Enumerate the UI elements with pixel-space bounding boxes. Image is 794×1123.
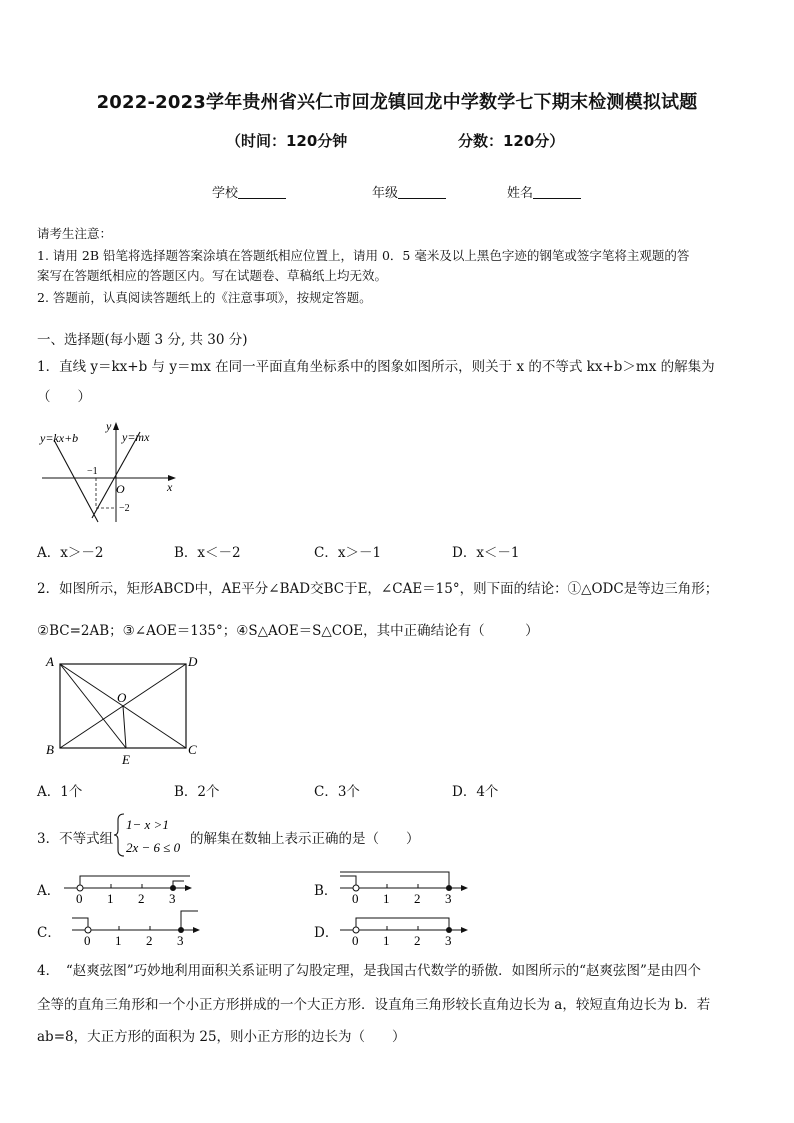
grade-field[interactable] [372, 182, 446, 201]
tick-0: 0 [76, 891, 83, 906]
label-e: E [122, 752, 130, 767]
school-field[interactable] [212, 182, 286, 201]
tick-1: 1 [107, 891, 114, 906]
q1-figure [36, 418, 186, 524]
q3-label-d[interactable]: D． [314, 925, 339, 941]
q1-option-c[interactable]: C．x＞－1 [314, 545, 382, 561]
q1-option-b[interactable]: B．x＜－2 [174, 545, 241, 561]
tick-1: 1 [115, 933, 122, 946]
q3-numberline-d[interactable] [338, 908, 470, 946]
q2-option-a[interactable]: A．1个 [37, 784, 83, 800]
q2-figure [40, 654, 210, 768]
q1-stem: 1．直线 y＝kx+b 与 y＝mx 在同一平面直角坐标系中的图象如图所示，则关于 x 的不等式 kx+b＞mx 的解集为 [37, 359, 715, 375]
tick-3: 3 [169, 891, 176, 906]
q3-suffix: 的解集在数轴上表示正确的是（ ） [190, 831, 420, 847]
q3-brace [114, 812, 192, 858]
label-minus-two: −2 [119, 503, 130, 514]
q1-option-a[interactable]: A．x＞－2 [37, 545, 104, 561]
tick-2: 2 [414, 891, 421, 906]
label-origin: O [116, 482, 125, 496]
q3-ineq-1: 1− x >1 [126, 817, 169, 832]
q2-option-c[interactable]: C．3个 [314, 784, 360, 800]
label-y-kxb: y=kx+b [40, 431, 79, 445]
exam-score: 分数：120分） [458, 132, 565, 150]
q2-option-d[interactable]: D．4个 [452, 784, 499, 800]
notice-item-1: 1. 请用 2B 铅笔将选择题答案涂填在答题纸相应位置上，请用 0．5 毫米及以上黑色字迹的钢笔或签字笔将主观题的答 [37, 248, 690, 263]
q2-stem-2: ②BC=2AB；③∠AOE＝135°；④S△AOE＝S△COE，其中正确结论有（ ） [37, 623, 539, 639]
exam-time: （时间：120分钟 [226, 132, 348, 150]
q3-label-a[interactable]: A． [37, 883, 61, 899]
q1-paren: （ ） [37, 389, 91, 405]
section-heading: 一、选择题(每小题 3 分, 共 30 分) [37, 332, 248, 348]
name-label: 姓名 [507, 186, 534, 201]
notice-item-2: 2. 答题前，认真阅读答题纸上的《注意事项》，按规定答题。 [37, 290, 372, 305]
label-d: D [188, 654, 198, 669]
tick-3: 3 [445, 891, 452, 906]
q1-option-d[interactable]: D．x＜－1 [452, 545, 520, 561]
label-o: O [117, 690, 127, 705]
school-label: 学校 [212, 186, 239, 201]
tick-3: 3 [177, 933, 184, 946]
label-a: A [46, 654, 54, 669]
q3-numberline-b[interactable] [338, 868, 470, 906]
tick-0: 0 [352, 933, 359, 946]
tick-3: 3 [445, 933, 452, 946]
tick-1: 1 [383, 933, 390, 946]
label-minus-one: −1 [87, 466, 98, 477]
name-field[interactable] [507, 182, 581, 201]
q4-line-2: 全等的直角三角形和一个小正方形拼成的一个大正方形．设直角三角形较长直角边长为 a，较短直角边长为 b．若 [37, 997, 711, 1013]
grade-label: 年级 [372, 186, 399, 201]
q3-label-c[interactable]: C． [37, 925, 61, 941]
label-c: C [188, 742, 197, 757]
label-x-axis: x [167, 480, 173, 494]
tick-2: 2 [146, 933, 153, 946]
label-b: B [46, 742, 54, 757]
q3-prefix: 3．不等式组 [37, 831, 114, 847]
q2-stem-1: 2．如图所示，矩形ABCD中，AE平分∠BAD交BC于E，∠CAE＝15°，则下面的结论：①△ODC是等边三角形； [37, 581, 719, 597]
q3-label-b[interactable]: B． [314, 883, 338, 899]
q4-line-1: 4． “赵爽弦图”巧妙地利用面积关系证明了勾股定理，是我国古代数学的骄傲．如图所示的“赵爽弦图”是由四个 [37, 963, 701, 979]
page-title: 2022-2023学年贵州省兴仁市回龙镇回龙中学数学七下期末检测模拟试题 [96, 92, 698, 113]
q3-numberline-c[interactable] [70, 908, 202, 946]
label-y-axis: y [106, 419, 112, 433]
q3-ineq-2: 2x − 6 ≤ 0 [126, 840, 181, 855]
tick-0: 0 [352, 891, 359, 906]
notice-heading: 请考生注意： [37, 226, 113, 241]
q2-option-b[interactable]: B．2个 [174, 784, 220, 800]
q3-numberline-a[interactable] [62, 868, 194, 906]
tick-0: 0 [84, 933, 91, 946]
notice-item-1-cont: 案写在答题纸相应的答题区内。写在试题卷、草稿纸上均无效。 [37, 268, 388, 283]
line-y-kxb [54, 440, 98, 522]
q4-line-3: ab=8，大正方形的面积为 25，则小正方形的边长为（ ） [37, 1029, 406, 1045]
tick-2: 2 [414, 933, 421, 946]
tick-1: 1 [383, 891, 390, 906]
label-y-mx: y=mx [122, 430, 150, 444]
tick-2: 2 [138, 891, 145, 906]
